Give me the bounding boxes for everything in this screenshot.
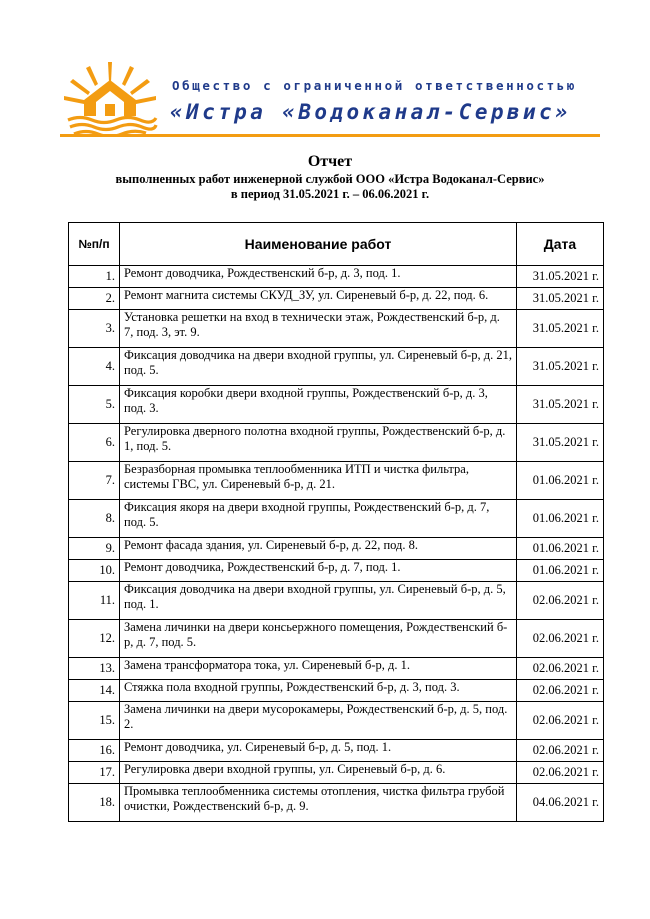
work-date: 31.05.2021 г. [517,424,604,462]
work-date: 02.06.2021 г. [517,702,604,740]
table-header-row [69,223,604,266]
work-date: 31.05.2021 г. [517,266,604,288]
row-number: 15. [69,702,120,740]
row-number: 10. [69,560,120,582]
table-row [69,680,604,702]
work-date: 02.06.2021 г. [517,762,604,784]
row-number: 1. [69,266,120,288]
table-row [69,500,604,538]
table-row [69,620,604,658]
work-date: 31.05.2021 г. [517,386,604,424]
table-row [69,310,604,348]
header-name: Наименование работ [120,223,517,266]
table-row [69,348,604,386]
table-body [69,266,604,822]
work-date: 31.05.2021 г. [517,288,604,310]
work-description: Фиксация коробки двери входной группы, Рождественский б-р, д. 3, под. 3. [120,386,517,424]
house-sun-waves-logo-icon [60,60,160,136]
header-divider [60,134,600,137]
header-num: №п/п [69,223,120,266]
letterhead [60,60,600,140]
row-number: 6. [69,424,120,462]
row-number: 18. [69,784,120,822]
company-name: «Истра «Водоканал-Сервис» [170,100,572,124]
work-date: 01.06.2021 г. [517,560,604,582]
work-description: Ремонт фасада здания, ул. Сиреневый б-р, д. 22, под. 8. [120,538,517,560]
report-title: Отчет [307,153,353,170]
table-row [69,424,604,462]
row-number: 16. [69,740,120,762]
work-description: Фиксация доводчика на двери входной группы, ул. Сиреневый б-р, д. 21, под. 5. [120,348,517,386]
row-number: 13. [69,658,120,680]
work-date: 01.06.2021 г. [517,538,604,560]
row-number: 12. [69,620,120,658]
work-description: Ремонт магнита системы СКУД_ЗУ, ул. Сиреневый б-р, д. 22, под. 6. [120,288,517,310]
company-type: Общество с ограниченной ответственностью [172,78,578,93]
work-description: Промывка теплообменника системы отопления, чистка фильтра грубой очистки, Рождественский б-р, д. 9. [120,784,517,822]
row-number: 4. [69,348,120,386]
report-period: в период 31.05.2021 г. – 06.06.2021 г. [230,187,430,201]
table-row [69,762,604,784]
work-description: Ремонт доводчика, Рождественский б-р, д. 7, под. 1. [120,560,517,582]
row-number: 8. [69,500,120,538]
row-number: 3. [69,310,120,348]
table-row [69,658,604,680]
work-description: Замена трансформатора тока, ул. Сиреневый б-р, д. 1. [120,658,517,680]
header-date: Дата [517,223,604,266]
table-row [69,538,604,560]
work-date: 04.06.2021 г. [517,784,604,822]
work-description: Безразборная промывка теплообменника ИТП и чистка фильтра, системы ГВС, ул. Сиреневый б-р, д. 21. [120,462,517,500]
work-description: Стяжка пола входной группы, Рождественский б-р, д. 3, под. 3. [120,680,517,702]
work-description: Регулировка двери входной группы, ул. Сиреневый б-р, д. 6. [120,762,517,784]
work-date: 02.06.2021 г. [517,680,604,702]
row-number: 14. [69,680,120,702]
report-heading [60,152,600,202]
work-description: Замена личинки на двери мусорокамеры, Рождественский б-р, д. 5, под. 2. [120,702,517,740]
table-row [69,266,604,288]
table-row [69,740,604,762]
table-row [69,560,604,582]
work-description: Фиксация якоря на двери входной группы, Рождественский б-р, д. 7, под. 5. [120,500,517,538]
table-row [69,386,604,424]
work-date: 01.06.2021 г. [517,500,604,538]
work-date: 02.06.2021 г. [517,740,604,762]
work-date: 31.05.2021 г. [517,310,604,348]
table-row [69,288,604,310]
row-number: 2. [69,288,120,310]
work-date: 01.06.2021 г. [517,462,604,500]
work-description: Установка решетки на вход в технически этаж, Рождественский б-р, д. 7, под. 3, эт. 9. [120,310,517,348]
work-description: Регулировка дверного полотна входной группы, Рождественский б-р, д. 1, под. 5. [120,424,517,462]
work-date: 31.05.2021 г. [517,348,604,386]
work-date: 02.06.2021 г. [517,658,604,680]
table-row [69,702,604,740]
report-subtitle: выполненных работ инженерной службой ООО «Истра Водоканал-Сервис» [115,172,545,186]
row-number: 11. [69,582,120,620]
work-date: 02.06.2021 г. [517,620,604,658]
row-number: 5. [69,386,120,424]
work-description: Фиксация доводчика на двери входной группы, ул. Сиреневый б-р, д. 5, под. 1. [120,582,517,620]
table-row [69,462,604,500]
row-number: 9. [69,538,120,560]
work-description: Ремонт доводчика, ул. Сиреневый б-р, д. 5, под. 1. [120,740,517,762]
work-description: Замена личинки на двери консьержного помещения, Рождественский б-р, д. 7, под. 5. [120,620,517,658]
table-row [69,582,604,620]
work-description: Ремонт доводчика, Рождественский б-р, д. 3, под. 1. [120,266,517,288]
table-row [69,784,604,822]
works-table [68,222,604,822]
row-number: 7. [69,462,120,500]
work-date: 02.06.2021 г. [517,582,604,620]
row-number: 17. [69,762,120,784]
